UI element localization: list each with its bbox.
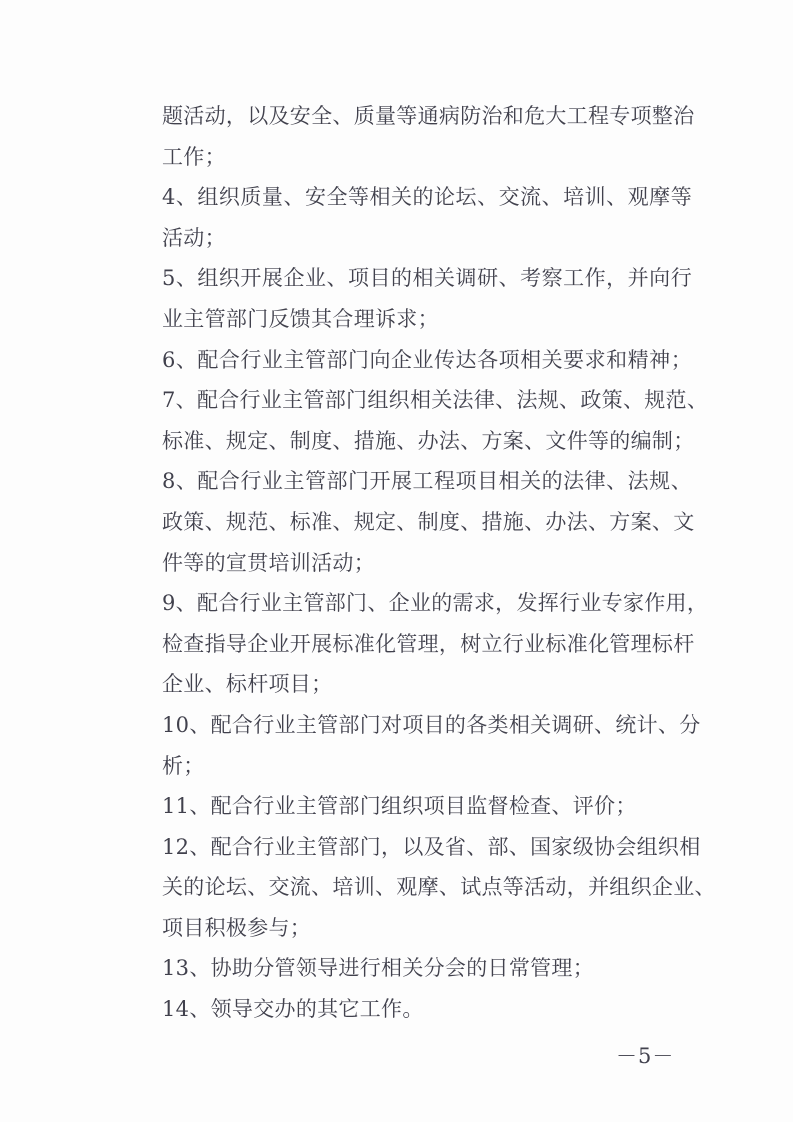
text-line: 活动； xyxy=(162,225,226,250)
text-line: 标准、规定、制度、措施、办法、方案、文件等的编制； xyxy=(162,428,695,453)
text-line: 件等的宣贯培训活动； xyxy=(162,550,375,575)
text-line: 6、配合行业主管部门向企业传达各项相关要求和精神； xyxy=(162,347,692,372)
text-line: 政策、规范、标准、规定、制度、措施、办法、方案、文 xyxy=(162,509,695,534)
text-line: 4、组织质量、安全等相关的论坛、交流、培训、观摩等 xyxy=(162,185,692,210)
text-line: 工作； xyxy=(162,144,226,169)
text-line: 12、配合行业主管部门，以及省、部、国家级协会组织相 xyxy=(162,834,701,859)
body-text xyxy=(162,96,716,1030)
text-line: 10、配合行业主管部门对项目的各类相关调研、统计、分 xyxy=(162,712,701,737)
text-line: 11、配合行业主管部门组织项目监督检查、评价； xyxy=(162,794,637,819)
text-line: 企业、标杆项目； xyxy=(162,672,333,697)
page-number: －5－ xyxy=(616,1044,675,1068)
text-line: 5、组织开展企业、项目的相关调研、考察工作，并向行 xyxy=(162,266,692,291)
text-line: 7、配合行业主管部门组织相关法律、法规、政策、规范、 xyxy=(162,388,709,413)
text-line: 9、配合行业主管部门、企业的需求，发挥行业专家作用， xyxy=(162,591,709,616)
text-line: 业主管部门反馈其合理诉求； xyxy=(162,306,439,331)
text-line: 题活动，以及安全、质量等通病防治和危大工程专项整治 xyxy=(162,104,695,128)
text-line: 8、配合行业主管部门开展工程项目相关的法律、法规、 xyxy=(162,469,692,494)
text-line: 14、领导交办的其它工作。 xyxy=(162,997,424,1022)
text-line: 析； xyxy=(162,753,205,778)
text-line: 13、协助分管领导进行相关分会的日常管理； xyxy=(162,956,595,981)
text-line: 关的论坛、交流、培训、观摩、试点等活动，并组织企业、 xyxy=(162,875,716,900)
text-line: 项目积极参与； xyxy=(162,915,312,940)
text-line: 检查指导企业开展标准化管理，树立行业标准化管理标杆 xyxy=(162,631,695,656)
